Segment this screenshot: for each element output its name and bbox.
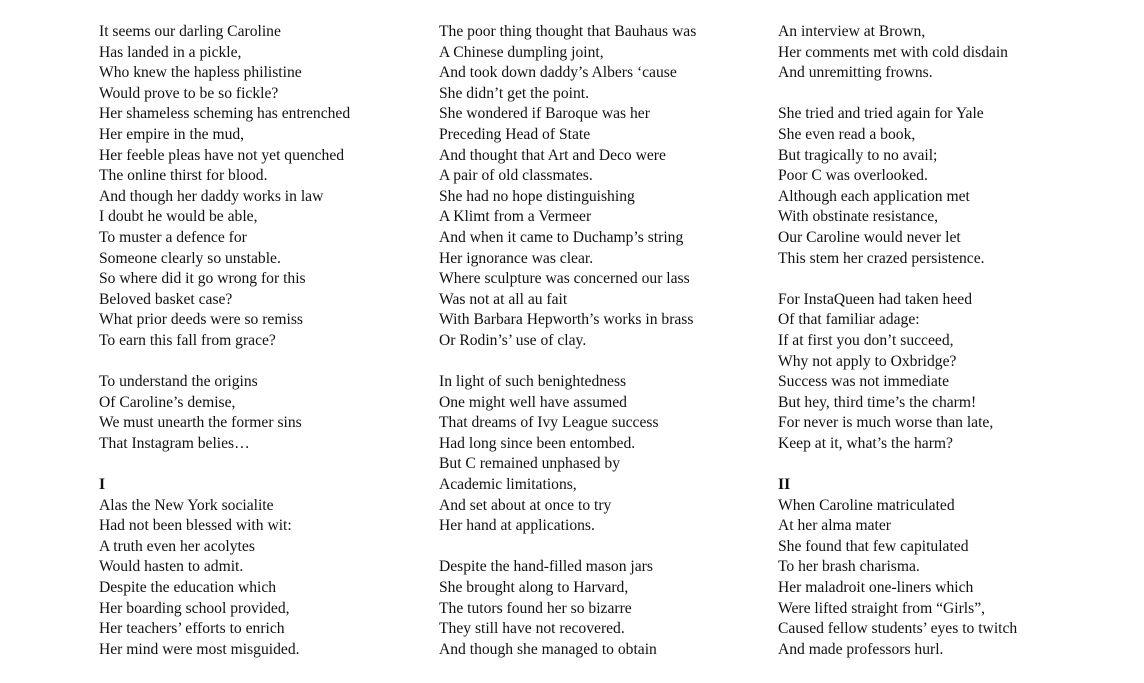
poem-line: That Instagram belies…: [99, 434, 250, 452]
poem-line: And took down daddy’s Albers ‘cause: [439, 64, 677, 82]
stanza: [778, 104, 1017, 269]
poem-line: Preceding Head of State: [439, 125, 591, 143]
poem-column-1: [99, 22, 350, 681]
stanza: [778, 290, 1017, 455]
poem-line: Why not apply to Oxbridge?: [778, 352, 957, 370]
poem-line: An interview at Brown,: [778, 23, 926, 40]
poem-line: It seems our darling Caroline: [99, 23, 281, 40]
poem-line: Had not been blessed with wit:: [99, 517, 292, 535]
poem-line: One might well have assumed: [439, 393, 627, 411]
poem-line: Her comments met with cold disdain: [778, 43, 1008, 61]
poem-line: And thought that Art and Deco were: [439, 146, 666, 164]
poem-line: She wondered if Baroque was her: [439, 105, 650, 123]
poem-line: And though she managed to obtain: [439, 640, 657, 658]
poem-line: Or Rodin’s’ use of clay.: [439, 331, 587, 349]
poem-line: Beloved basket case?: [99, 290, 233, 308]
poem-line: Of that familiar adage:: [778, 311, 920, 329]
poem-line: Poor C was overlooked.: [778, 167, 928, 185]
poem-line: We must unearth the former sins: [99, 414, 302, 432]
poem-line: Academic limitations,: [439, 476, 577, 494]
poem-line: A truth even her acolytes: [99, 537, 255, 555]
poem-column-3: [778, 22, 1017, 681]
poem-line: Her shameless scheming has entrenched: [99, 105, 351, 123]
poem-line: Keep at it, what’s the harm?: [778, 434, 953, 452]
poem-line: Caused fellow students’ eyes to twitch: [778, 620, 1018, 638]
poem-line: Alas the New York socialite: [99, 496, 274, 514]
poem-line: But hey, third time’s the charm!: [778, 393, 977, 411]
poem-line: At her alma mater: [778, 517, 892, 535]
stanza: [99, 22, 350, 352]
poem-line: And when it came to Duchamp’s string: [439, 228, 684, 246]
poem-line: Who knew the hapless philistine: [99, 64, 302, 82]
poem-line: Were lifted straight from “Girls”,: [778, 599, 986, 617]
poem-line: Her hand at applications.: [439, 517, 595, 535]
poem-line: Despite the hand-filled mason jars: [439, 558, 653, 576]
poem-column-2: [439, 22, 696, 681]
poem-line: A pair of old classmates.: [439, 167, 593, 185]
poem-line: And made professors hurl.: [778, 640, 944, 658]
poem-line: Her feeble pleas have not yet quenched: [99, 146, 345, 164]
poem-line: To understand the origins: [99, 373, 258, 391]
poem-line: Would hasten to admit.: [99, 558, 244, 576]
poem-line: She found that few capitulated: [778, 537, 969, 555]
poem-line: Her maladroit one-liners which: [778, 579, 974, 597]
stanza: [99, 475, 350, 660]
poem-line: Was not at all au fait: [439, 290, 568, 308]
poem-line: Her teachers’ efforts to enrich: [99, 620, 285, 638]
stanza: [439, 22, 696, 352]
poem-line: Her mind were most misguided.: [99, 640, 300, 658]
poem-line: Success was not immediate: [778, 373, 950, 391]
poem-line: With obstinate resistance,: [778, 208, 939, 226]
poem-line: But C remained unphased by: [439, 455, 621, 473]
poem-line: Her boarding school provided,: [99, 599, 290, 617]
poem-line: What prior deeds were so remiss: [99, 311, 303, 329]
poem-line: If at first you don’t succeed,: [778, 331, 954, 349]
poem-line: She even read a book,: [778, 125, 916, 143]
poem-line: A Chinese dumpling joint,: [439, 43, 604, 61]
poem-line: Had long since been entombed.: [439, 434, 636, 452]
poem-line: When Caroline matriculated: [778, 496, 955, 514]
poem-line: Despite the education which: [99, 579, 277, 597]
poem-line: Although each application met: [778, 187, 970, 205]
poem-line: Our Caroline would never let: [778, 228, 961, 246]
stanza: [99, 372, 350, 454]
poem-line: Her empire in the mud,: [99, 125, 245, 143]
poem-line: Her ignorance was clear.: [439, 249, 594, 267]
poem-line: And though her daddy works in law: [99, 187, 324, 205]
stanza: [778, 22, 1017, 84]
stanza: [439, 372, 696, 537]
poem-line: But tragically to no avail;: [778, 146, 938, 164]
poem-line: With Barbara Hepworth’s works in brass: [439, 311, 694, 329]
poem-line: For InstaQueen had taken heed: [778, 290, 972, 308]
poem-line: Of Caroline’s demise,: [99, 393, 236, 411]
poem-line: And set about at once to try: [439, 496, 612, 514]
poem-line: I doubt he would be able,: [99, 208, 258, 226]
poem-line: Where sculpture was concerned our lass: [439, 270, 690, 288]
poem-line: She brought along to Harvard,: [439, 579, 629, 597]
section-heading: I: [99, 476, 106, 494]
poem-line: To her brash charisma.: [778, 558, 920, 576]
poem-line: To muster a defence for: [99, 228, 247, 246]
poem-line: She tried and tried again for Yale: [778, 105, 984, 123]
poem-line: They still have not recovered.: [439, 620, 625, 638]
poem-line: For never is much worse than late,: [778, 414, 994, 432]
poem-line: And unremitting frowns.: [778, 64, 933, 82]
poem-line: Someone clearly so unstable.: [99, 249, 281, 267]
poem-line: To earn this fall from grace?: [99, 331, 276, 349]
poem-line: This stem her crazed persistence.: [778, 249, 985, 267]
poem-line: The online thirst for blood.: [99, 167, 268, 185]
poem-line: So where did it go wrong for this: [99, 270, 306, 288]
poem-line: She had no hope distinguishing: [439, 187, 635, 205]
poem-line: A Klimt from a Vermeer: [439, 208, 592, 226]
poem-line: The tutors found her so bizarre: [439, 599, 632, 617]
stanza: [778, 475, 1017, 660]
poem-line: That dreams of Ivy League success: [439, 414, 659, 432]
section-heading: II: [778, 476, 791, 494]
poem-line: Would prove to be so fickle?: [99, 84, 279, 102]
poem-line: She didn’t get the point.: [439, 84, 590, 102]
stanza: [439, 557, 696, 660]
poem-line: Has landed in a pickle,: [99, 43, 242, 61]
poem-line: The poor thing thought that Bauhaus was: [439, 23, 697, 40]
poem-line: In light of such benightedness: [439, 373, 627, 391]
